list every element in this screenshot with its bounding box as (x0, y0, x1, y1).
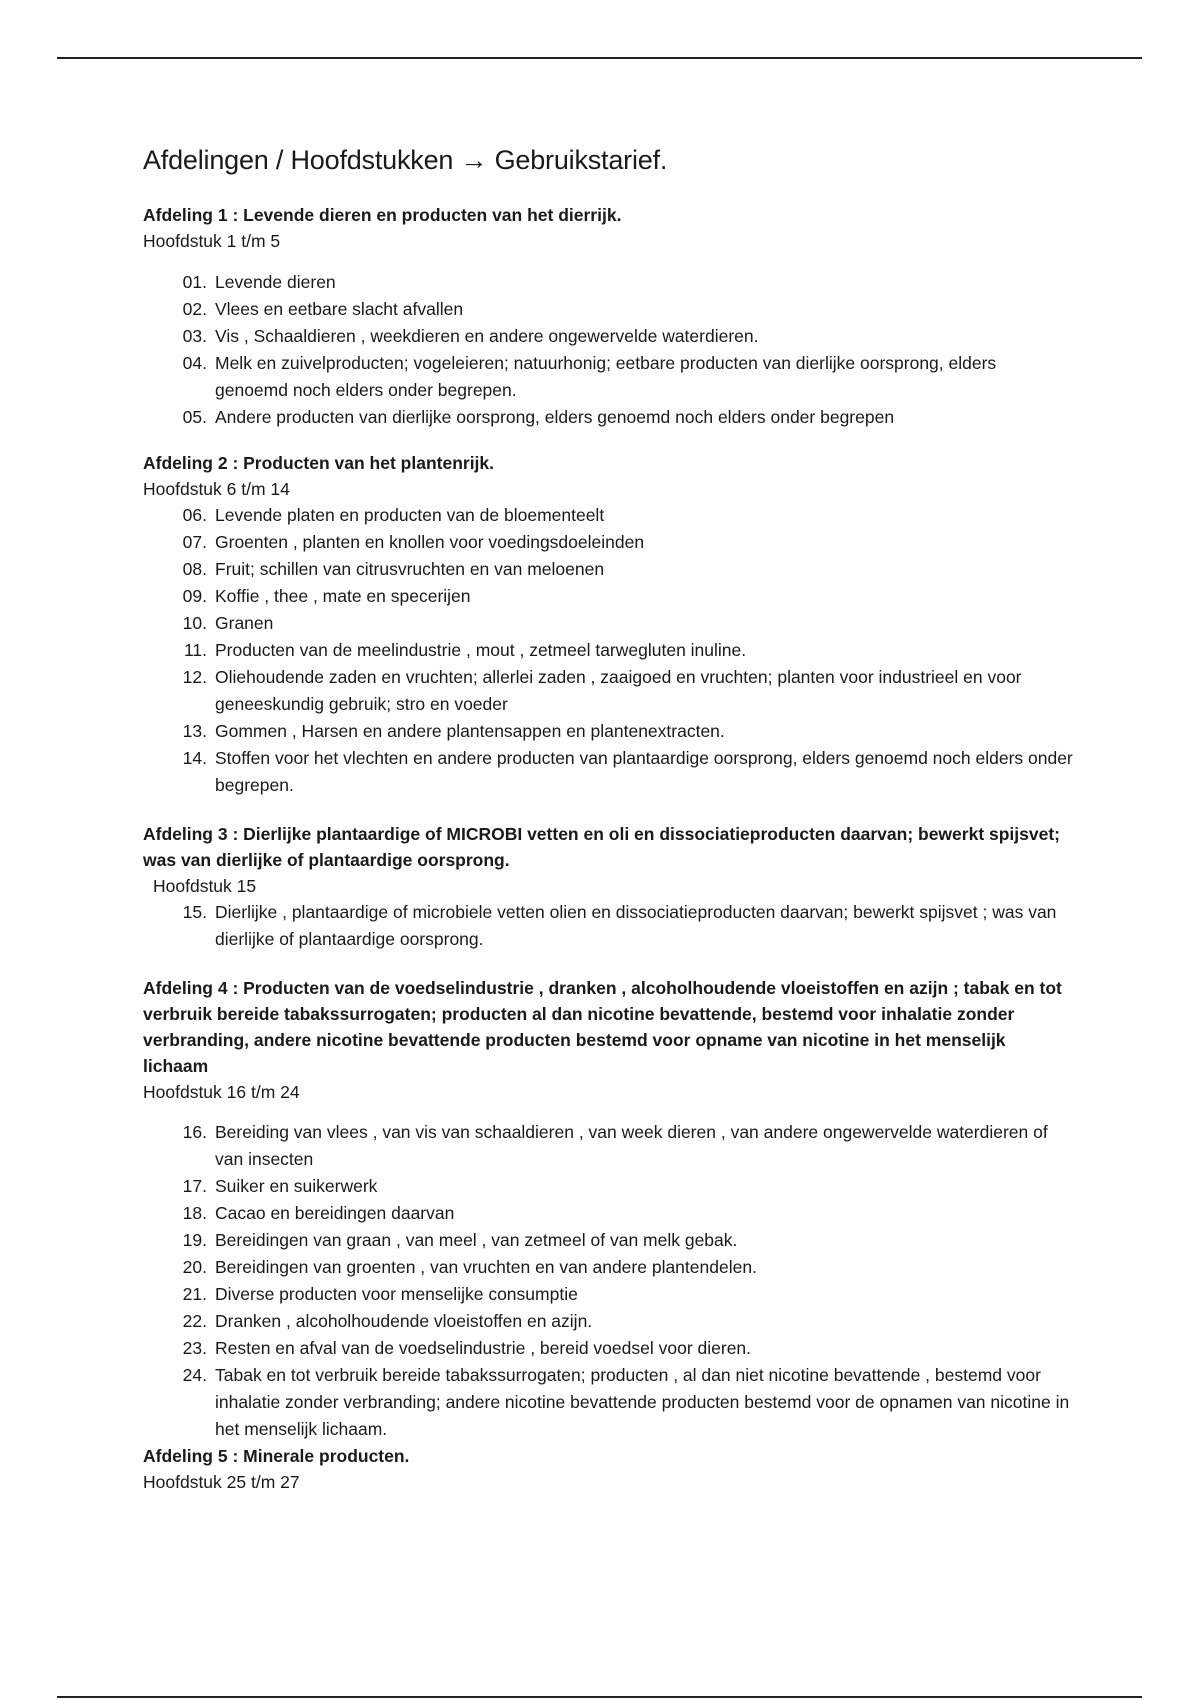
item-number: 08. (182, 559, 207, 579)
list-item (143, 1227, 1073, 1254)
list-item (143, 1281, 1073, 1308)
list-item (143, 1335, 1073, 1362)
item-text: Stoffen voor het vlechten en andere producten van plantaardige oorsprong, elders genoemd noch elders onder begrepen. (215, 748, 1073, 795)
section-afdeling-3 (143, 821, 1073, 953)
item-text: Diverse producten voor menselijke consumptie (215, 1284, 578, 1304)
list-item (143, 529, 1073, 556)
list-item (143, 664, 1073, 718)
list-item (143, 1119, 1073, 1173)
item-text: Cacao en bereidingen daarvan (215, 1203, 455, 1223)
chapter-range: Hoofdstuk 1 t/m 5 (143, 231, 281, 251)
list-item (143, 323, 1073, 350)
chapter-range: Hoofdstuk 6 t/m 14 (143, 479, 290, 499)
item-number: 09. (182, 586, 207, 606)
item-number: 20. (182, 1257, 207, 1277)
item-text: Koffie , thee , mate en specerijen (215, 586, 471, 606)
section-heading: Afdeling 1 : Levende dieren en producten van het dierrijk. (143, 205, 622, 225)
item-number: 01. (182, 272, 207, 292)
item-text: Levende dieren (215, 272, 336, 292)
item-text: Dierlijke , plantaardige of microbiele vetten olien en dissociatieproducten daarvan; bewerkt spijsvet ; was van dierlijke of plantaardige oorsprong. (215, 902, 1057, 949)
page-title: Afdelingen / Hoofdstukken → Gebruikstarief. (143, 145, 668, 175)
item-number: 17. (182, 1176, 207, 1196)
item-text: Vlees en eetbare slacht afvallen (215, 299, 464, 319)
item-text: Dranken , alcoholhoudende vloeistoffen en azijn. (215, 1311, 593, 1331)
list-item (143, 404, 1073, 431)
item-number: 22. (182, 1311, 207, 1331)
list-item (143, 718, 1073, 745)
list-item (143, 556, 1073, 583)
item-text: Fruit; schillen van citrusvruchten en van meloenen (215, 559, 605, 579)
section-heading: Afdeling 2 : Producten van het plantenrijk. (143, 453, 495, 473)
section-afdeling-4 (143, 975, 1073, 1443)
bottom-rule (57, 1696, 1142, 1698)
list-item (143, 1173, 1073, 1200)
item-text: Bereiding van vlees , van vis van schaaldieren , van week dieren , van andere ongewervelde waterdieren of van insecten (215, 1122, 1048, 1169)
chapter-range: Hoofdstuk 15 (153, 876, 257, 896)
list-item (143, 1362, 1073, 1443)
section-afdeling-1 (143, 202, 1073, 431)
list-item (143, 745, 1073, 799)
item-text: Groenten , planten en knollen voor voedingsdoeleinden (215, 532, 645, 552)
chapter-range: Hoofdstuk 16 t/m 24 (143, 1082, 300, 1102)
document-page (143, 145, 1073, 1495)
item-number: 06. (182, 505, 207, 525)
chapter-list (143, 1119, 1073, 1443)
item-number: 23. (182, 1338, 207, 1358)
list-item (143, 296, 1073, 323)
list-item (143, 610, 1073, 637)
list-item (143, 1200, 1073, 1227)
item-number: 12. (182, 667, 207, 687)
item-text: Levende platen en producten van de bloementeelt (215, 505, 605, 525)
section-heading: Afdeling 3 : Dierlijke plantaardige of MICROBI vetten en oli en dissociatieproducten daarvan; bewerkt spijsvet; was van dierlijke of plantaardige oorsprong. (143, 824, 1061, 870)
item-text: Andere producten van dierlijke oorsprong, elders genoemd noch elders onder begrepen (215, 407, 895, 427)
item-number: 18. (182, 1203, 207, 1223)
chapter-list (143, 899, 1073, 953)
list-item (143, 1254, 1073, 1281)
item-text: Melk en zuivelproducten; vogeleieren; natuurhonig; eetbare producten van dierlijke oorsprong, elders genoemd noch elders onder begrepen. (215, 353, 997, 400)
item-text: Granen (215, 613, 274, 633)
item-number: 16. (182, 1122, 207, 1142)
item-number: 13. (182, 721, 207, 741)
section-heading: Afdeling 5 : Minerale producten. (143, 1446, 410, 1466)
item-number: 19. (182, 1230, 207, 1250)
item-text: Bereidingen van graan , van meel , van zetmeel of van melk gebak. (215, 1230, 738, 1250)
list-item (143, 269, 1073, 296)
item-text: Suiker en suikerwerk (215, 1176, 378, 1196)
item-number: 14. (182, 748, 207, 768)
item-number: 05. (182, 407, 207, 427)
section-afdeling-2 (143, 450, 1073, 799)
list-item (143, 350, 1073, 404)
list-item (143, 899, 1073, 953)
item-number: 15. (182, 902, 207, 922)
item-number: 21. (182, 1284, 207, 1304)
item-number: 11. (183, 640, 207, 660)
section-afdeling-5 (143, 1443, 1073, 1495)
section-heading: Afdeling 4 : Producten van de voedselindustrie , dranken , alcoholhoudende vloeistoffen en azijn ; tabak en tot verbruik bereide tabakssurrogaten; producten al dan nicotine bevattende, bestemd voor inhalatie zonder verbranding, andere nicotine bevattende producten bestemd voor opname van nicotine in het menselijk lichaam (143, 978, 1062, 1076)
item-text: Gommen , Harsen en andere plantensappen en plantenextracten. (215, 721, 725, 741)
item-number: 07. (182, 532, 207, 552)
chapter-range: Hoofdstuk 25 t/m 27 (143, 1472, 300, 1492)
list-item (143, 583, 1073, 610)
item-text: Vis , Schaaldieren , weekdieren en andere ongewervelde waterdieren. (215, 326, 759, 346)
item-number: 24. (182, 1365, 207, 1385)
list-item (143, 1308, 1073, 1335)
chapter-list (143, 502, 1073, 799)
item-number: 10. (182, 613, 207, 633)
top-rule (57, 57, 1142, 59)
item-text: Tabak en tot verbruik bereide tabakssurrogaten; producten , al dan niet nicotine bevattende , bestemd voor inhalatie zonder verbranding; andere nicotine bevattende producten bestemd voor de opnamen van nicotine in het menselijk lichaam. (215, 1365, 1070, 1439)
list-item (143, 502, 1073, 529)
item-text: Bereidingen van groenten , van vruchten en van andere plantendelen. (215, 1257, 757, 1277)
item-number: 04. (182, 353, 207, 373)
chapter-list (143, 269, 1073, 431)
item-number: 03. (182, 326, 207, 346)
item-text: Producten van de meelindustrie , mout , zetmeel tarwegluten inuline. (215, 640, 747, 660)
item-text: Resten en afval van de voedselindustrie , bereid voedsel voor dieren. (215, 1338, 752, 1358)
item-number: 02. (182, 299, 207, 319)
item-text: Oliehoudende zaden en vruchten; allerlei zaden , zaaigoed en vruchten; planten voor industrieel en voor geneeskundig gebruik; stro en voeder (215, 667, 1022, 714)
list-item (143, 637, 1073, 664)
